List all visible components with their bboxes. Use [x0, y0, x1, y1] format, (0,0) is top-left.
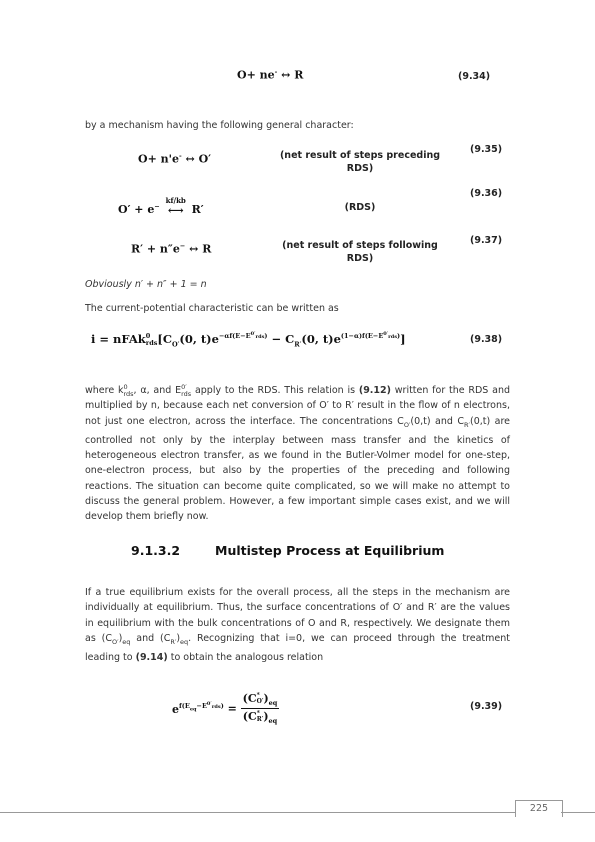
- equation-number: (9.38): [470, 334, 503, 345]
- equation-number: (9.34): [458, 71, 491, 82]
- section-title: Multistep Process at Equilibrium: [215, 543, 445, 558]
- equation-note: (net result of steps following RDS): [282, 240, 438, 264]
- page-number-box: [515, 800, 563, 817]
- sum-relation: Obviously n′ + n″ + 1 = n: [85, 279, 207, 290]
- current-potential-intro: The current-potential characteristic can be written as: [85, 303, 339, 314]
- mechanism-intro: by a mechanism having the following general character:: [85, 120, 354, 131]
- equation-9-35: O+ n'e- ↔ O′: [138, 152, 212, 166]
- equation-9-39: $e^{f(E_{eq}-E^{0'}rds)}$ = (C * O′ )$_{eq}$ (C * R′ )$_{eq}$: [172, 692, 278, 726]
- equation-9-37: R′ + n″e− ↔ R: [131, 242, 212, 256]
- footer-rule-right: [561, 812, 595, 813]
- paragraph-equilibrium: If a true equilibrium exists for the overall process, all the steps in the mechanism are individually at equilibrium. Thus, the surface concentrations of O′ and R′ are the values in equilibrium with the bulk concentrations of O and R, respectively. We designate them as $(C_{O'})_{eq}$ and $(C_{R'})_{eq}$. Recognizing that i=0, we can proceed through the treatment leading to (9.14) to obtain the analogous relation: [85, 587, 510, 664]
- equation-note: (net result of steps preceding RDS): [279, 150, 441, 174]
- equation-number: (9.39): [470, 701, 503, 712]
- equation-number: (9.35): [470, 144, 503, 155]
- equation-9-34: O+ ne- ↔ R: [237, 68, 304, 82]
- equation-note: (RDS): [344, 202, 376, 213]
- equation-number: (9.37): [470, 235, 503, 246]
- section-number: 9.1.3.2: [131, 543, 181, 558]
- equation-9-36: O′ + e− kf/kb ⟷ R′: [118, 196, 204, 217]
- page-number: 225: [529, 803, 549, 814]
- paragraph-rds: where k 0 rds , α, and E 0′ rds apply to the RDS. This relation is (9.12) written for the RDS and multiplied by n, because each net conversion of O′ to R′ result in the flow of n electrons, not just one electron, across the interface. The concentrations $C_{O'}(0,t)$ and $C_{R'}(0,t)$ are controlled not only by the interplay between mass transfer and the kinetics of heterogeneous electron transfer, as we found in the Butler-Volmer model for one-step, one-electron process, but also by the properties of the preceding and following reactions. The situation can become quite complicated, so we will make no attempt to discuss the general problem. However, a few important simple cases exist, and we will develop them briefly now.: [85, 382, 511, 523]
- equilibrium-fraction: (C * O′ )$_{eq}$ (C * R′ )$_{eq}$: [242, 692, 278, 726]
- footer-rule: [0, 812, 515, 813]
- equation-number: (9.36): [470, 188, 503, 199]
- equation-9-38: i = nFAk 0 rds [$C_{O'}(0$, $t)e^{-\alpha f(E-E^{0'}rds)} - C_{R'}(0$, $t)e^{(1-\alpha)f(E-E^{0'}rds)}$]: [91, 331, 406, 349]
